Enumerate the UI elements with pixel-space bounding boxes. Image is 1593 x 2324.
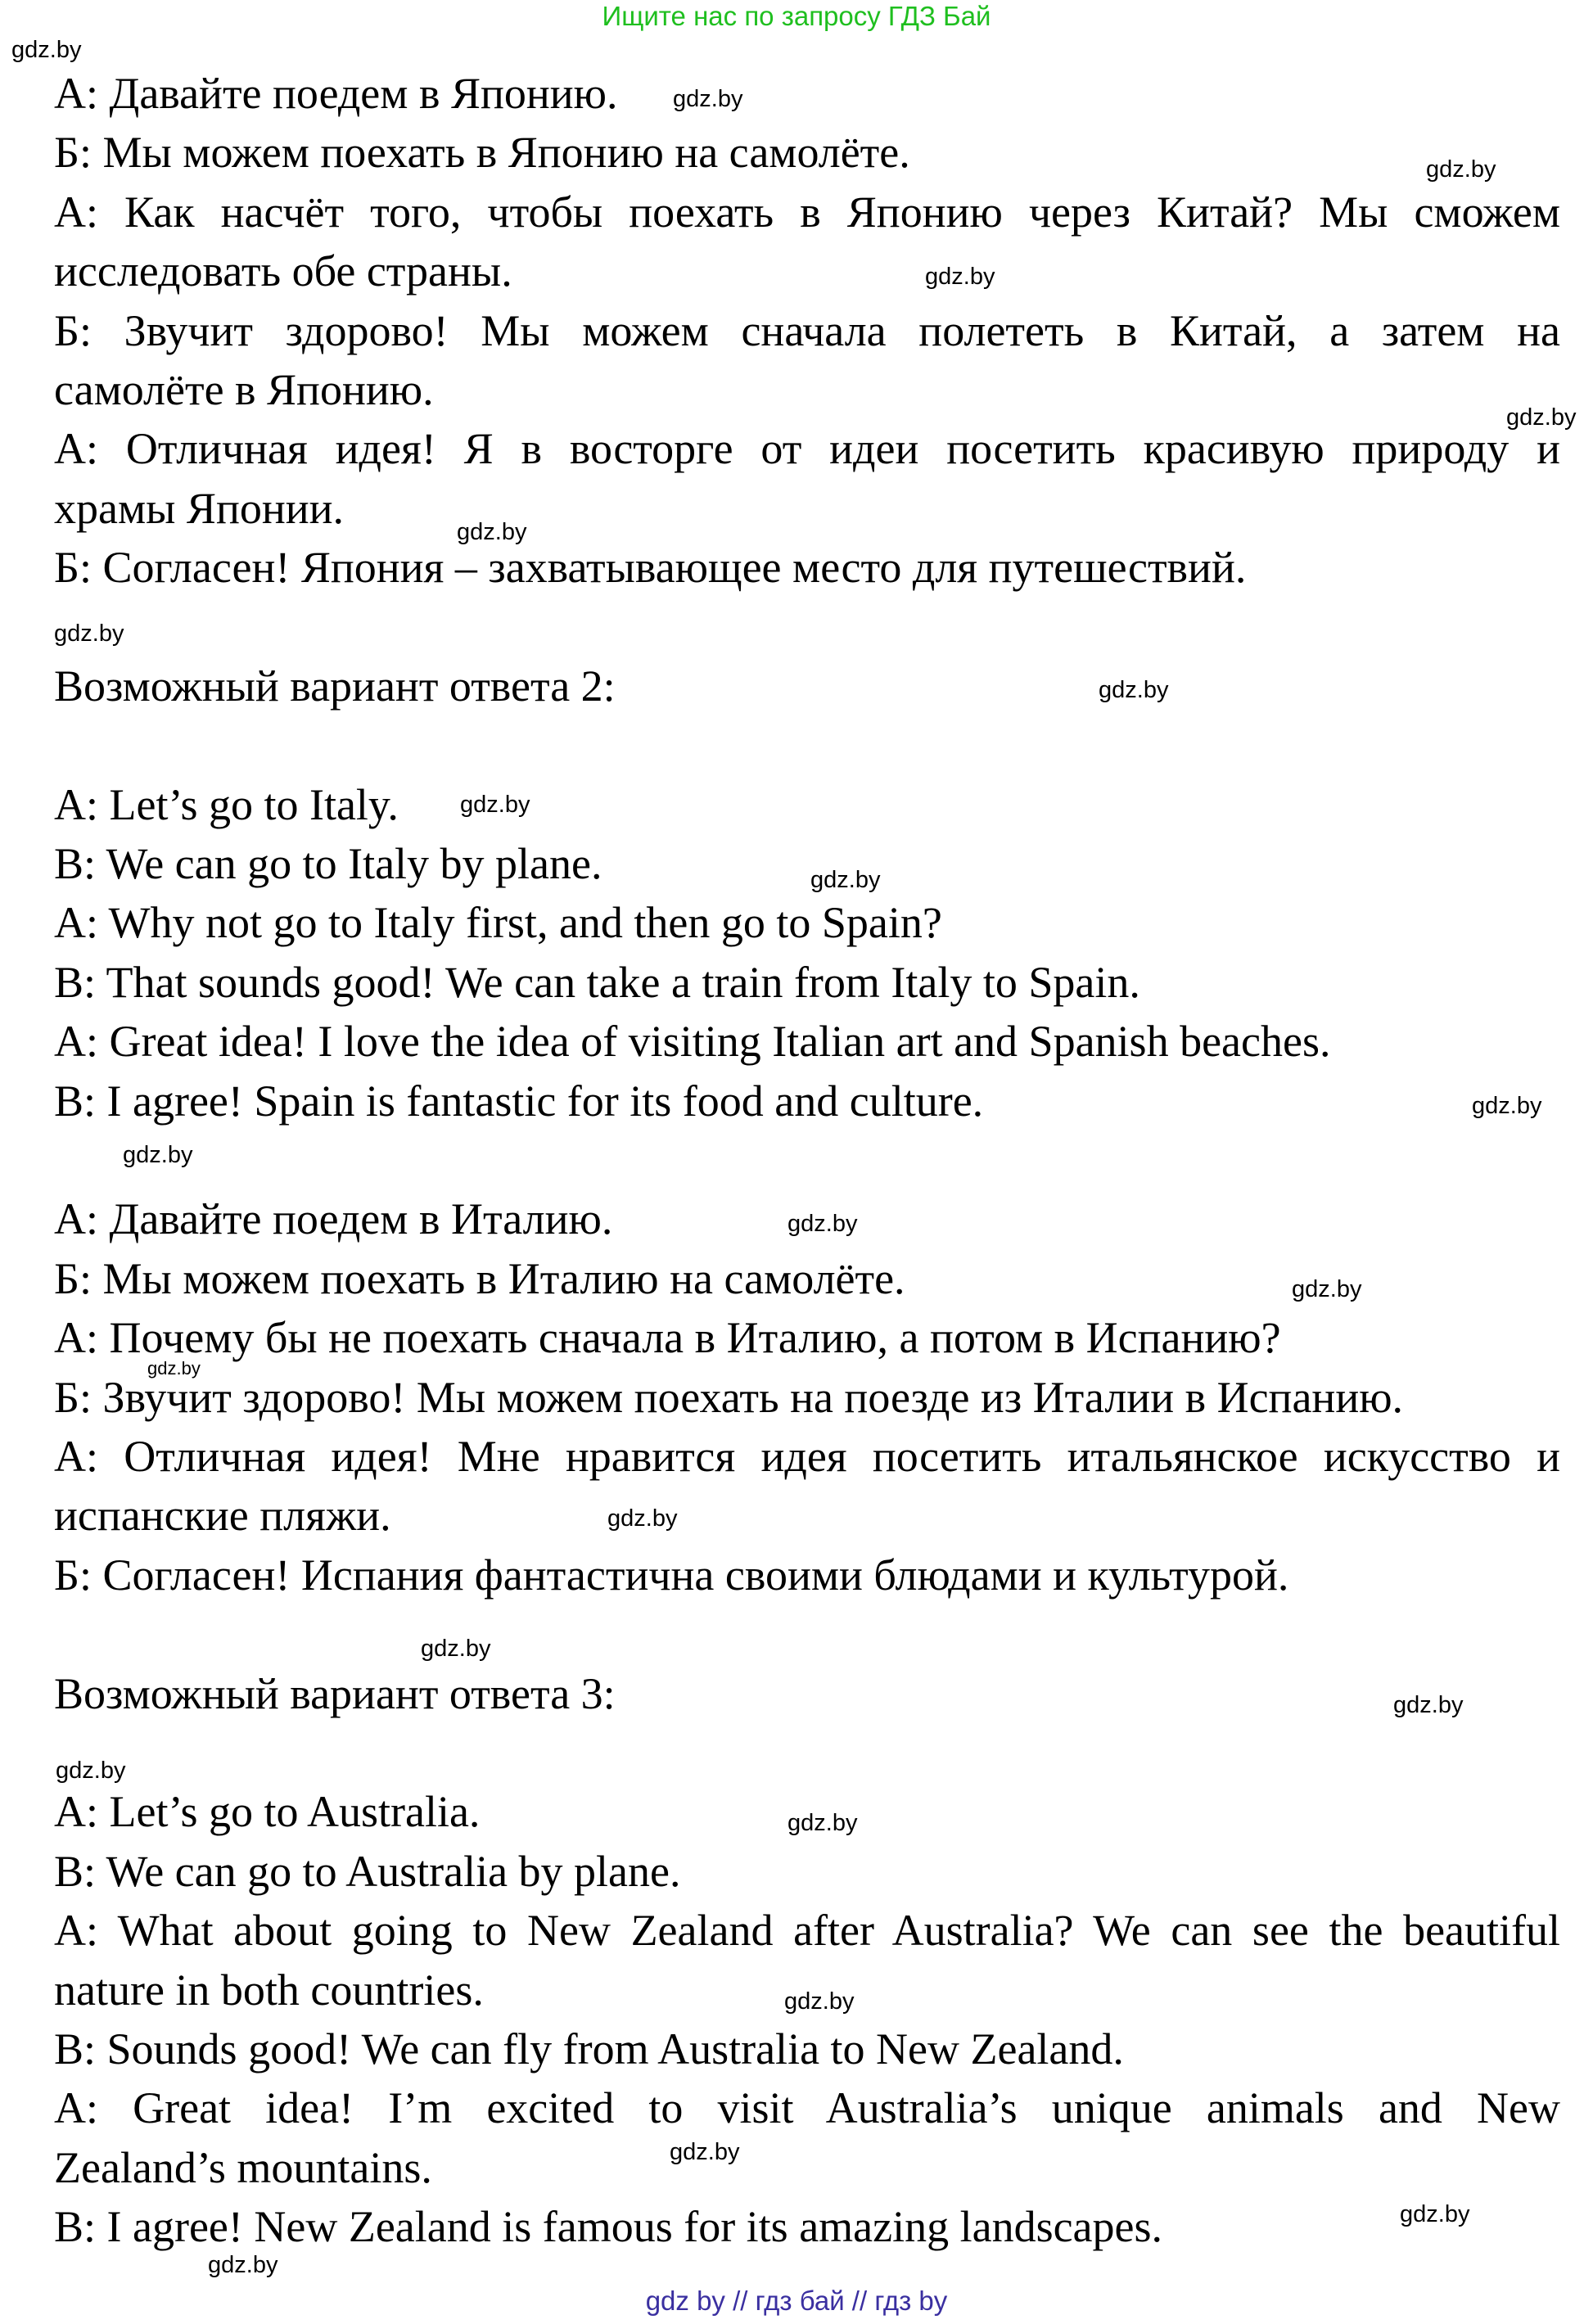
text-line: исследовать обе страны. [54, 246, 512, 296]
footer-links: gdz by // гдз бай // гдз by [645, 2286, 948, 2316]
text-line: A: Why not go to Italy first, and then go to Spain? [54, 898, 942, 948]
watermark: gdz.by [673, 86, 743, 112]
watermark: gdz.by [1099, 677, 1169, 703]
watermark: gdz.by [147, 1358, 201, 1379]
text-line: B: That sounds good! We can take a train from Italy to Spain. [54, 957, 1140, 1007]
section-heading: Возможный вариант ответа 2: [54, 661, 616, 711]
section-heading: Возможный вариант ответа 3: [54, 1668, 616, 1718]
watermark: gdz.by [787, 1211, 858, 1237]
watermark: gdz.by [784, 1988, 855, 2015]
text-line: B: I agree! New Zealand is famous for its amazing landscapes. [54, 2202, 1163, 2252]
text-line: Б: Мы можем поехать в Японию на самолёте. [54, 128, 910, 178]
text-line: Б: Звучит здорово! Мы можем сначала полететь в Китай, а затем на [54, 305, 1560, 355]
text-line: Б: Мы можем поехать в Италию на самолёте. [54, 1253, 905, 1303]
search-banner: Ищите нас по запросу ГДЗ Бай [602, 1, 991, 31]
text-line: A: Let’s go to Australia. [54, 1787, 481, 1837]
text-line: А: Почему бы не поехать сначала в Италию, а потом в Испанию? [54, 1313, 1281, 1363]
text-line: B: I agree! Spain is fantastic for its food and culture. [54, 1076, 984, 1126]
blank-line [54, 715, 1560, 774]
text-line: A: Great idea! I’m excited to visit Australia’s unique animals and New [54, 2083, 1560, 2133]
watermark: gdz.by [56, 1758, 126, 1784]
watermark: gdz.by [1292, 1276, 1362, 1302]
text-line: Б: Согласен! Испания фантастична своими блюдами и культурой. [54, 1550, 1289, 1600]
text-line: B: We can go to Australia by plane. [54, 1846, 681, 1896]
text-line: A: What about going to New Zealand after Australia? We can see the beautiful [54, 1906, 1560, 1956]
blank-line [54, 598, 1560, 657]
text-line: А: Отличная идея! Мне нравится идея посетить итальянское искусство и [54, 1431, 1560, 1481]
watermark: gdz.by [787, 1810, 858, 1836]
text-line: Б: Согласен! Япония – захватывающее место для путешествий. [54, 543, 1247, 593]
text-line: nature in both countries. [54, 1965, 484, 2015]
watermark: gdz.by [457, 519, 527, 545]
watermark: gdz.by [1426, 156, 1496, 183]
watermark: gdz.by [208, 2252, 278, 2278]
text-line: храмы Японии. [54, 483, 345, 533]
watermark: gdz.by [11, 37, 82, 63]
watermark: gdz.by [1400, 2201, 1470, 2227]
text-line: A: Let’s go to Italy. [54, 779, 399, 829]
text-line: B: We can go to Italy by plane. [54, 839, 602, 889]
text-line: А: Давайте поедем в Италию. [54, 1194, 613, 1244]
text-line: самолёте в Японию. [54, 364, 434, 414]
text-line: Zealand’s mountains. [54, 2142, 432, 2192]
blank-line [54, 1604, 1560, 1663]
blank-line [54, 1723, 1560, 1782]
blank-line [54, 1130, 1560, 1189]
text-line: А: Отличная идея! Я в восторге от идеи посетить красивую природу и [54, 424, 1560, 474]
watermark: gdz.by [421, 1636, 491, 1662]
watermark: gdz.by [123, 1142, 193, 1168]
watermark: gdz.by [810, 867, 881, 893]
text-line: А: Давайте поедем в Японию. [54, 69, 618, 118]
watermark: gdz.by [54, 620, 124, 647]
watermark: gdz.by [460, 792, 530, 818]
text-line: B: Sounds good! We can fly from Australia to New Zealand. [54, 2024, 1124, 2074]
watermark: gdz.by [1472, 1093, 1542, 1119]
text-line: испанские пляжи. [54, 1491, 391, 1541]
watermark: gdz.by [1506, 404, 1577, 431]
text-line: А: Как насчёт того, чтобы поехать в Японию через Китай? Мы сможем [54, 187, 1560, 237]
watermark: gdz.by [1393, 1692, 1464, 1718]
watermark: gdz.by [925, 264, 995, 290]
text-line: A: Great idea! I love the idea of visiting Italian art and Spanish beaches. [54, 1017, 1331, 1067]
answer-text [54, 64, 1560, 2256]
watermark: gdz.by [670, 2139, 740, 2165]
watermark: gdz.by [607, 1505, 678, 1532]
text-line: Б: Звучит здорово! Мы можем поехать на поезде из Италии в Испанию. [54, 1372, 1404, 1422]
